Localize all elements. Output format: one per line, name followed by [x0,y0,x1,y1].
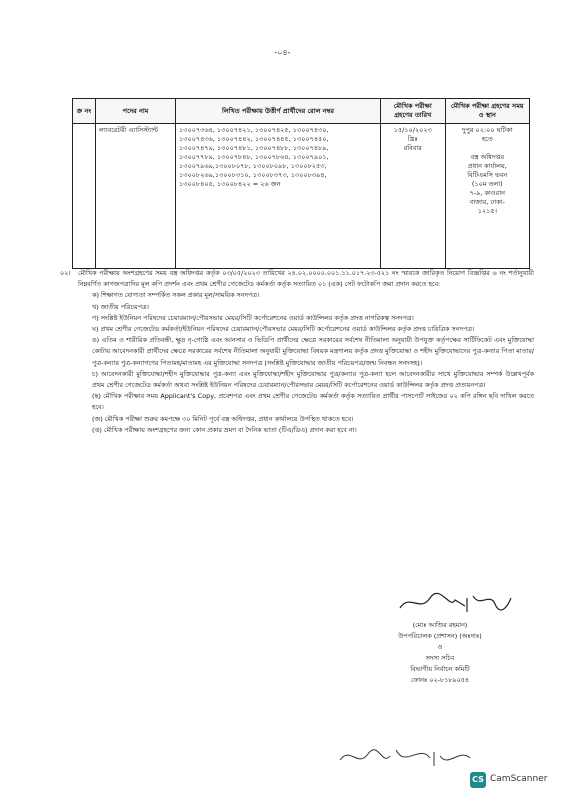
instructions-section [60,268,534,436]
header-date: মৌখিক পরীক্ষা গ্রহণের তারিখ [380,99,445,124]
date-line: ১৫/১০/২০২৩ [393,126,432,134]
header-time-place: মৌখিক পরীক্ষা গ্রহণের সময় ও স্থান [445,99,529,124]
roll-line: ১৩০০৭৭৮৯, ১৩০০৭৮৪৮, ১৩০০৭৮৬৪, ১৩০০৭৯০১, [179,153,329,161]
item-ga: গ) সংশ্লিষ্ট ইউনিয়ন পরিষদের চেয়ারম্যান/পৌরসভার মেয়র/সিটি কর্পোরেশনের ওয়ার্ড কাউন্সিলর কর্তৃক প্রদত্ত নাগরিকত্ব সনদপত্র। [92,313,414,322]
roll-line: ১৩০০৭৯৬৯,১৩০০৮০৭৮, ১৩০০৮০৯৮, ১৩০০৮২৫৩, [179,162,327,170]
item-ka: ক) শিক্ষাগত যোগ্যতা সম্পর্কিত সকল প্রকার মূল/সাময়িক সনদপত্র। [92,291,260,300]
signatory-phone: ফোনঃ ০২-৮১৮৯০৫৪ [410,676,470,684]
header-serial: ক্র নং [73,99,96,124]
signature-block [340,594,540,686]
item-jha: (ঝ) মৌখিক পরীক্ষায় অংশগ্রহণের জন্য কোন প্রকার ভ্রমণ বা দৈনিক ভাতা (টিএ/ডিএ) প্রদান করা হবে না। [92,425,357,434]
cell-time-place [445,124,529,269]
cell-date [380,124,445,269]
cell-post: ল্যাবরেটরী এ্যাসিস্ট্যান্ট [96,124,176,269]
time-place-line: বাজার, ঢাকা- [469,198,505,206]
signatory-and: ও [437,643,443,651]
time-place-line: প্রধান কার্যালয়, [467,162,507,170]
roll-line: ১৩০০৮৪০৫, ১৩০০৮৪২২ = ২৬ জন [179,180,281,188]
signatory-name: (মোঃ আশিুর রহমান) [412,621,468,629]
cell-serial [73,124,96,269]
page-number: -০৪- [274,48,291,57]
time-place-line: দুপুর ০২:০০ ঘটিকা [462,126,513,134]
paragraph-number: ০২। [60,269,71,277]
date-line: খ্রিঃ [407,135,418,143]
time-place-line: ১২১৫। [477,207,497,215]
paragraph-text: মৌখিক পরীক্ষায় অংশগ্রহণের সময় বস্ত্র অধিদপ্তর কর্তৃক ০৩/০৫/২০২৩ তারিখের ২৪.০২.০০০০.০০১.১১.০১৭.২৩-৫২১ নং স্মারকে জারিকৃত নিয়োগ বিজ্ঞপ্তির ৬ নং শর্তানুযায়ী নিম্নবর্ণিত কাগজপত্রাদির মূল কপি প্রদর্শন এবং প্রথম শ্রেণীর গেজেটেড কর্মকর্তা কর্তৃক সত্যায়িত ০১ (এক) সেট ফটোকপি জমা প্রদান করতে হবে: [78,269,534,289]
item-chha: (ছ) মৌখিক পরীক্ষার সময় Applicant's Copy, প্রবেশপত্র এবং প্রথম শ্রেণীর গেজেটেড কর্মকর্তা কর্তৃক সত্যায়িত প্রার্থীর পাসপোর্ট সাইজের ০২ কপি রঙ্গিন ছবি দাখিল করতে হবে। [92,392,534,412]
time-place-line [449,144,526,153]
table-row [73,124,530,269]
signatory-committee: বিভাগীয় নির্বাচন কমিটি [410,665,470,673]
camscanner-watermark: CamScanner [490,774,548,784]
time-place-line: ৭-৯, কাওরান [469,189,506,197]
time-place-line: হতে [481,135,493,143]
time-place-line: বিটিএমসি ভবন [467,171,508,179]
item-cha: চ) আবেদনকারী মুক্তিযোদ্ধা/শহীদ মুক্তিযোদ্ধার পুত্র-কন্যা এবং মুক্তিযোদ্ধা/শহীদ মুক্তিযোদ্ধার পুত্র/কন্যার পুত্র-কন্যা হলে আবেদনকারীর সাথে মুক্তিযোদ্ধার সম্পর্ক উল্লেখপূর্বক প্রথম শ্রেণীর গেজেটেড কর্মকর্তা অথবা সংশ্লিষ্ট ইউনিয়ন পরিষদের চেয়ারম্যান/পৌরসভার মেয়র/সিটি কর্পোরেশনের ওয়ার্ড কাউন্সিলর কর্তৃক প্রদত্ত প্রত্যয়নপত্র। [92,369,534,390]
signatory-role: সদস্য সচিব [425,654,455,662]
roll-line: ১৩০০৮২৬৯,১৩০০৮৩১০, ১৩০০৮৩৭৩, ১৩০০৮৩৯৪, [179,171,327,179]
roll-line: ১৩০০৭৪৭৯, ১৩০০৭৪৮১, ১৩০০৭৪৮৮, ১৩০০৭৪৮৯, [179,144,329,152]
roll-line: ১৩০০৭৩৬৪, ১৩০০৭৪২১, ১৩০০৭৪২৫, ১৩০০৭৪৩০, [179,126,329,134]
item-gha: ঘ) প্রথম শ্রেণীর গেজেটেড কর্মকর্তা/ইউনিয়ন পরিষদের চেয়ারম্যান/পৌরসভার মেয়র/সিটি কর্পোরেশনের ওয়ার্ড কাউন্সিলর কর্তৃক প্রদত্ত চারিত্রিক সনদপত্র। [92,325,475,334]
item-uma: ঙ) এতিম ও শারীরিক প্রতিবন্ধী, ক্ষুদ্র নৃ-গোষ্ঠি এবং আনসার ও ভিডিপি প্রার্থীদের ক্ষেত্রে সরকারের সর্বশেষ নীতিমালা অনুযায়ী উপযুক্ত কর্তৃপক্ষের সার্টিফিকেট এবং মুক্তিযোদ্ধা কোটায় আবেদনকারী প্রার্থীদের ক্ষেত্রে সরকারের সর্বশেষ নীতিমালা অনুযায়ী মুক্তিযোদ্ধা বিষয়ক মন্ত্রণালয় কর্তৃক প্রদত্ত মুক্তিযোদ্ধা ও শহীদ মুক্তিযোদ্ধাদের পুত্র-কন্যার পিতা মাতার/পুত্র-কন্যার পুত্র-কন্যাগণের পিতামহ/মাতামহ এর মুক্তিযোদ্ধা সনদপত্র (সংশ্লিষ্ট মুক্তিযোদ্ধার জাতীয় পরিচয়পত্র/জন্ম নিবন্ধন সনদসহ)। [92,336,534,367]
header-rolls: লিখিত পরীক্ষায় উত্তীর্ণ প্রার্থীদের রোল নম্বর [176,99,381,124]
item-ja: (জ) মৌখিক পরীক্ষা শুরুর কমপক্ষে ৩০ মিনিট পূর্বে বস্ত্র অধিদপ্তর, প্রধান কার্যালয়ে উপস্থিত থাকতে হবে। [92,414,354,423]
roll-line: ১৩০০৭৪৩৬, ১৩০০৭৪৪২, ১৩০০৭৪৪৫, ১৩০০৭৪৫০, [179,135,329,143]
paragraph-2 [60,268,534,290]
date-line: রবিবার [403,144,422,152]
header-post: পদের নাম [96,99,176,124]
item-kha: খ) জাতীয় পরিচয়পত্র। [92,302,149,311]
signatory-title: উপপরিচালক (প্রশাসন) (অঃদাঃ) [398,632,482,640]
time-place-line: বস্ত্র অধিদপ্তর [470,153,505,161]
camscanner-logo-icon: CS [470,772,486,788]
cell-rolls [176,124,381,269]
interview-schedule-table [72,98,530,269]
time-place-line: (১০ম তলা) [471,180,503,188]
